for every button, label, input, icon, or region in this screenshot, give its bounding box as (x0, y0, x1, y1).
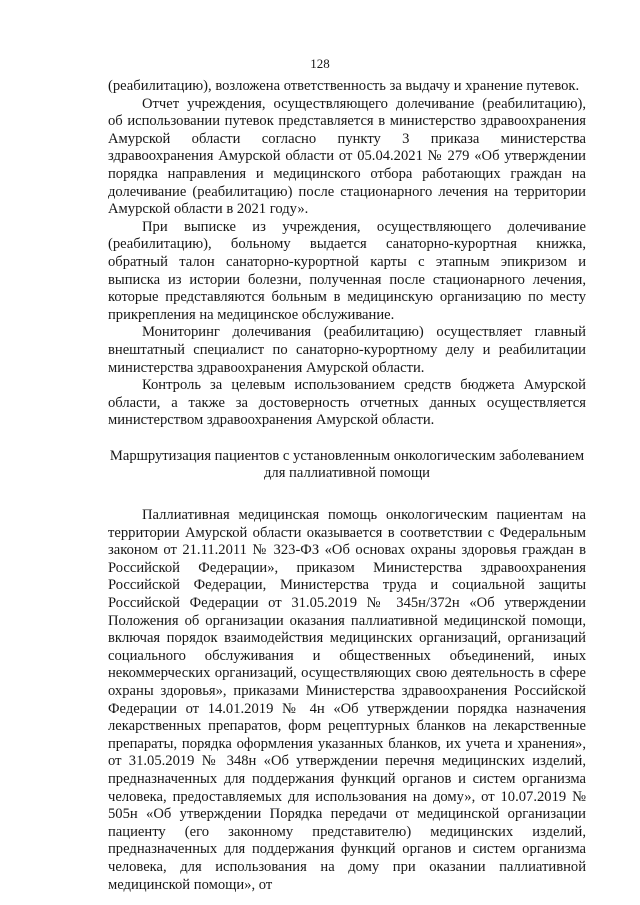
paragraph-control: Контроль за целевым использованием средств бюджета Амурской области, а также за достоверность отчетных данных осуществляется министерством здравоохранения Амурской области. (108, 377, 586, 429)
paragraph-monitoring: Мониторинг долечивания (реабилитацию) осуществляет главный внештатный специалист по санаторно-курортному делу и реабилитации министерства здравоохранения Амурской области. (108, 324, 586, 376)
paragraph-discharge: При выписке из учреждения, осуществляющего долечивание (реабилитацию), больному выдается санаторно-курортная книжка, обратный талон санаторно-курортной карты с этапным эпикризом и выписка из истории болезни, полученная после стационарного лечения, которые представляются больным в медицинскую организацию по месту прикрепления на медицинское обслуживание. (108, 218, 586, 323)
paragraph-continuation: (реабилитацию), возложена ответственность за выдачу и хранение путевок. (108, 78, 580, 94)
paragraph-palliative: Паллиативная медицинская помощь онкологическим пациентам на территории Амурской области оказывается в соответствии с Федеральным законом от 21.11.2011 № 323-ФЗ «Об основах охраны здоровья граждан в Российской Федерации», приказом Министерства здравоохранения Российской Федерации, Министерства труда и социальной защиты Российской Федерации от 31.05.2019 № 345н/372н «Об утверждении Положения об организации оказания паллиативной медицинской помощи, включая порядок взаимодействия медицинских организаций, организаций социального обслуживания и общественных объединений, иных некоммерческих организаций, осуществляющих свою деятельность в сфере охраны здоровья», приказами Министерства здравоохранения Российской Федерации от 14.01.2019 № 4н «Об утверждении порядка назначения лекарственных препаратов, форм рецептурных бланков на лекарственные препараты, порядка оформления указанных бланков, их учета и хранения», от 31.05.2019 № 348н «Об утверждении перечня медицинских изделий, предназначенных для поддержания функций органов и систем организма человека, предоставляемых для использования на дому», от 10.07.2019 № 505н «Об утверждении Порядка передачи от медицинской организации пациенту (его законному представителю) медицинских изделий, предназначенных для поддержания функций органов и систем организма человека, для использования на дому при оказании паллиативной медицинской помощи», от (108, 507, 586, 893)
section-heading-line2: для паллиативной помощи (263, 465, 430, 482)
section-heading (108, 448, 586, 483)
document-body (108, 78, 586, 894)
paragraph-report: Отчет учреждения, осуществляющего долечивание (реабилитацию), об использовании путевок представляется в министерство здравоохранения Амурской области согласно пункту 3 приказа министерства здравоохранения Амурской области от 05.04.2021 № 279 «Об утверждении порядка направления и медицинского отбора работающих граждан на долечивание (реабилитацию) после стационарного лечения на территории Амурской области в 2021 году». (108, 95, 586, 218)
section-heading-line1: Маршрутизация пациентов с установленным онкологическим заболеванием (109, 447, 585, 464)
page-number: 128 (310, 56, 330, 71)
